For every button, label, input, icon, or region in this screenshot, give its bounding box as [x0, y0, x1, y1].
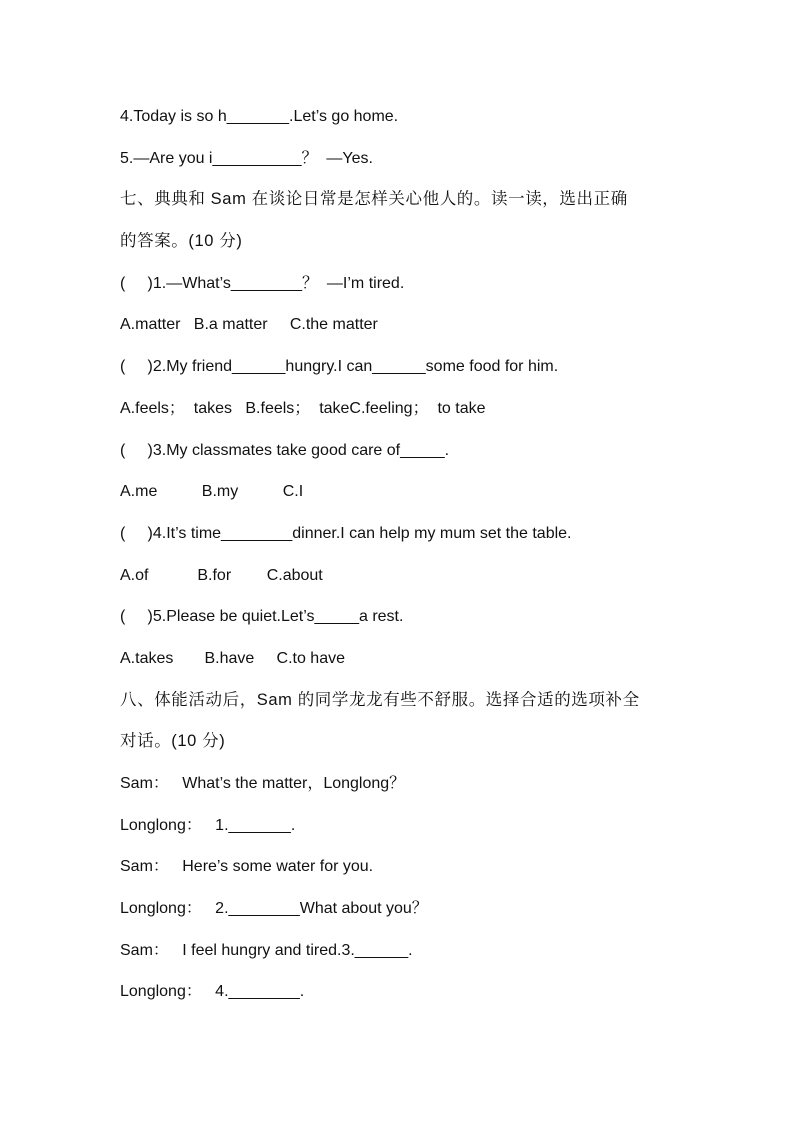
- dialog-line-3: Sam： Here’s some water for you.: [120, 858, 374, 876]
- dialog-line-2: Longlong： 1._______.: [120, 816, 296, 834]
- section-8-heading-continued: 对话。(10 分): [120, 732, 226, 751]
- section-8-heading: 八、体能活动后，Sam 的同学龙龙有些不舒服。选择合适的选项补全: [120, 690, 640, 709]
- section-7-question-3: ( )3.My classmates take good care of_____.: [120, 441, 450, 459]
- section-7-question-1: ( )1.—What’s________？ —I’m tired.: [120, 274, 405, 292]
- section-7-question-4-options: A.of B.for C.about: [120, 566, 323, 584]
- section-7-question-5-options: A.takes B.have C.to have: [120, 649, 345, 667]
- worksheet-page: [120, 96, 700, 1013]
- section-7-question-3-options: A.me B.my C.I: [120, 483, 304, 501]
- section-7-question-1-options: A.matter B.a matter C.the matter: [120, 316, 378, 334]
- question-4-fill-blank: 4.Today is so h_______.Let’s go home.: [120, 108, 399, 125]
- section-7-question-2: ( )2.My friend______hungry.I can______some food for him.: [120, 358, 559, 376]
- dialog-line-4: Longlong： 2.________What about you？: [120, 900, 428, 918]
- section-7-question-2-options: A.feels； takes B.feels； takeC.feeling； to take: [120, 399, 486, 417]
- question-5-fill-blank: 5.—Are you i__________？ —Yes.: [120, 149, 373, 167]
- dialog-line-5: Sam： I feel hungry and tired.3.______.: [120, 941, 413, 959]
- section-7-question-4: ( )4.It’s time________dinner.I can help my mum set the table.: [120, 524, 572, 542]
- section-7-question-5: ( )5.Please be quiet.Let’s_____a rest.: [120, 608, 404, 626]
- section-7-heading: 七、典典和 Sam 在谈论日常是怎样关心他人的。读一读，选出正确: [120, 190, 628, 209]
- dialog-line-1: Sam： What’s the matter，Longlong？: [120, 775, 406, 792]
- dialog-line-6: Longlong： 4.________.: [120, 983, 305, 1001]
- section-7-heading-continued: 的答案。(10 分): [120, 232, 243, 251]
